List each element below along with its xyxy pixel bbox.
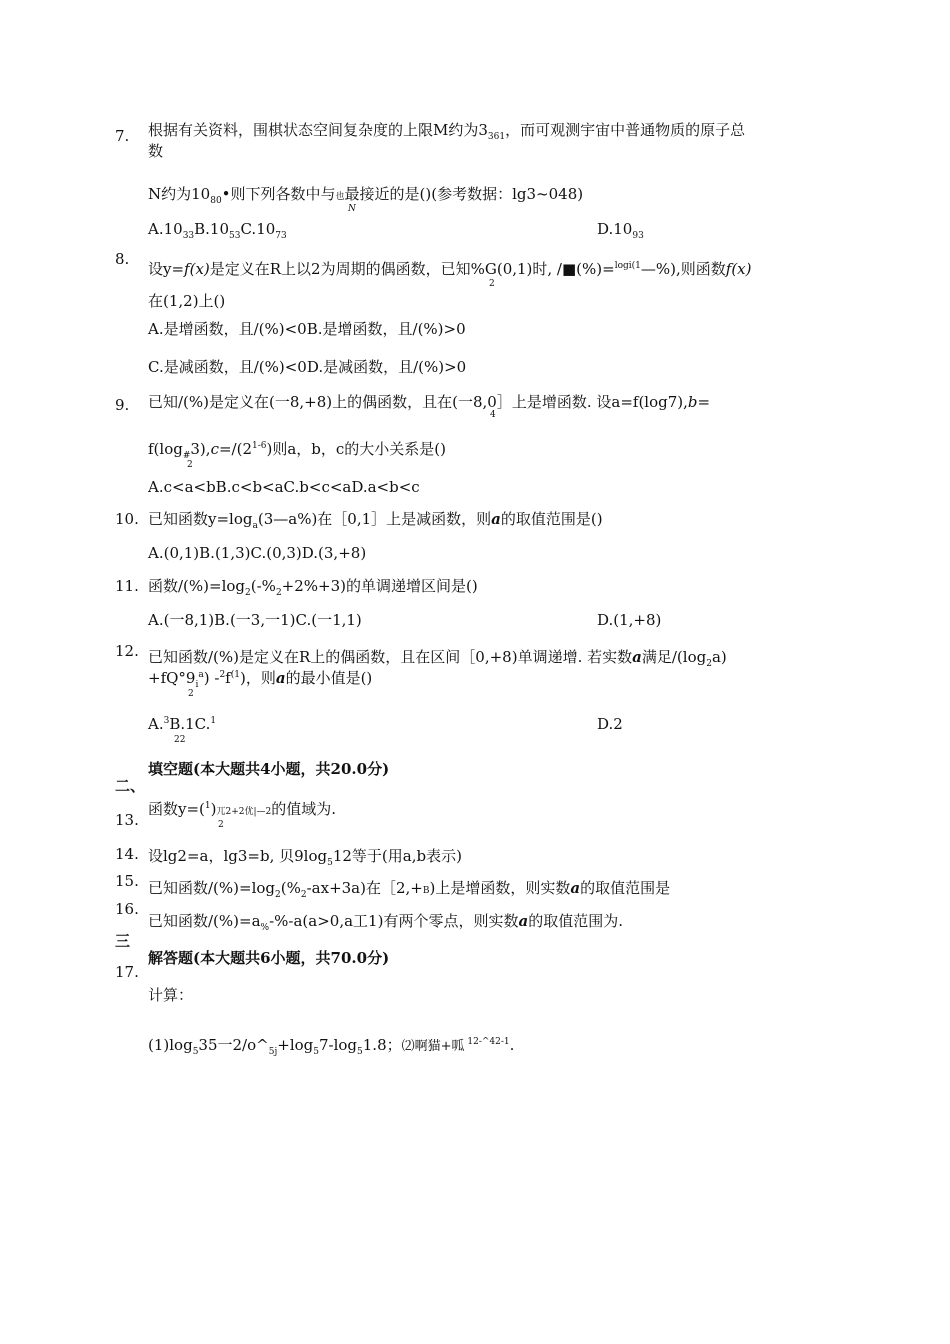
- q7-stem-text-a: 根据有关资料，围棋状态空间复杂度的上限M约为3: [148, 121, 488, 139]
- q15-stem-text-e: 的取值范围是: [580, 879, 671, 897]
- q17-intro: 计算：: [148, 986, 194, 1004]
- q15-infinity: B: [422, 886, 430, 896]
- q11-options-abc: A.(一8,1)B.(一3,一1)C.(一1,1): [148, 611, 362, 629]
- q16-exponent: %: [260, 923, 270, 933]
- q13-stem-text-b: ): [210, 800, 217, 818]
- q17-text-g: .: [509, 1036, 515, 1054]
- q16-stem: [148, 912, 623, 934]
- q11-stem-text-b: (-%: [250, 577, 276, 595]
- section-3-title: 解答题(本大题共6小题，共70.0分): [148, 949, 390, 967]
- q9-stem-line1: [148, 393, 710, 411]
- q12-stem-text-h: 的最小值是(): [285, 669, 373, 687]
- q7-number: 7.: [115, 127, 130, 145]
- q11-stem-text-a: 函数/(%)=log: [148, 577, 246, 595]
- q9-log-base: #: [182, 451, 191, 461]
- q12-sup-2: 2: [219, 670, 226, 680]
- q9-var-c: c: [210, 440, 219, 458]
- q12-stem-text-g: )，则: [239, 669, 276, 687]
- q8-stem-line2: 在(1,2)上(): [148, 292, 226, 310]
- q7-stem-text-b: ，而可观测宇宙中普通物质的原子总: [505, 121, 746, 139]
- q7-exponent-80: 80: [210, 196, 222, 206]
- q11-option-d: D.(1,+8): [597, 611, 662, 629]
- q17-log-base-3: 5: [357, 1047, 363, 1057]
- q11-number: 11.: [115, 577, 139, 595]
- q17-text-a: (1)log: [148, 1036, 193, 1054]
- q9-stem-text-d: f(log: [148, 440, 183, 458]
- q15-stem-text-d: )上是增函数，则实数: [429, 879, 571, 897]
- q8-number: 8.: [115, 250, 130, 268]
- q9-stem-text-a: 已知/(%)是定义在(一8,+8)上的偶函数，且在(一8,0］上是增函数. 设a=f(log7),: [148, 393, 688, 411]
- q9-subscript-4: 4: [490, 410, 496, 420]
- q7-stem-text-d: •则下列各数中与: [221, 185, 336, 203]
- q17-text-c: +log: [277, 1036, 314, 1054]
- section-3-number: 三: [115, 932, 131, 950]
- q14-number: 14.: [115, 845, 139, 863]
- q12-stem-text-d: +fQ°9: [148, 669, 196, 687]
- q12-number: 12.: [115, 642, 139, 660]
- q8-stem-line1: [148, 260, 751, 278]
- q7-option-c: C.10: [240, 220, 276, 238]
- q17-exponent: 12-^42-1: [464, 1037, 510, 1047]
- q12-stem-text-b: 满足/(log: [641, 648, 707, 666]
- q7-option-a-exp: 33: [182, 231, 195, 241]
- q7-stem-text-e: 最接近的是()(参考数据：lg3~048): [344, 185, 584, 203]
- q7-fraction-numerator: 也: [335, 192, 345, 202]
- q12-subscript-2: 2: [188, 689, 194, 699]
- q12-var-a-2: a: [275, 669, 286, 687]
- q16-number: 16.: [115, 900, 139, 918]
- q16-stem-text-c: 的取值范围为.: [528, 912, 623, 930]
- q8-options-cd: C.是减函数，且/(%)<0D.是减函数，且/(%)>0: [148, 358, 467, 376]
- q8-function-fx-2: f(x): [725, 260, 752, 278]
- q13-sup-1: 1: [204, 801, 211, 811]
- q16-stem-text-a: 已知函数/(%)=a: [148, 912, 261, 930]
- q12-option-c-numerator: 1: [210, 716, 217, 726]
- q12-option-a-numerator: 3: [163, 716, 170, 726]
- q12-var-a: a: [632, 648, 642, 666]
- q12-stem-text-c: a): [711, 648, 727, 666]
- q10-stem: [148, 510, 603, 532]
- q7-option-d: D.10: [597, 220, 633, 238]
- q14-stem-text-b: 12等于(用a,b表示): [332, 847, 462, 865]
- q9-exponent: 1-6: [252, 441, 267, 451]
- q16-stem-text-b: -%-a(a>0,a工1)有两个零点，则实数: [269, 912, 519, 930]
- q17-text-f: ⑵啊猫+呱: [401, 1039, 465, 1054]
- q13-stem-text-c: 的值域为.: [271, 800, 337, 818]
- q17-text-e: 1.8；: [362, 1036, 402, 1054]
- q14-log-base: 5: [327, 858, 333, 868]
- q17-log-base-1: 5: [192, 1047, 199, 1057]
- q9-subscript-2: 2: [187, 460, 193, 470]
- q12-options-abc: [148, 715, 216, 733]
- q17-log-base-2: 5: [313, 1047, 319, 1057]
- q15-stem-text-c: -ax+3a)在［2,+: [306, 879, 423, 897]
- q10-stem-text-c: 的取值范围是(): [500, 510, 603, 528]
- q8-log-sup: logi(1: [614, 261, 641, 271]
- q17-expression: [148, 1036, 514, 1058]
- q7-option-d-line: [597, 220, 644, 242]
- q7-option-c-exp: 73: [275, 231, 287, 241]
- q13-exponent: 兀2+2优|—2: [216, 807, 272, 817]
- q7-option-a: A.10: [148, 220, 183, 238]
- q8-stem-text-a: 设y=: [148, 260, 185, 278]
- q9-number: 9.: [115, 396, 130, 414]
- q10-number: 10.: [115, 510, 139, 528]
- q7-exponent-361: 361: [487, 132, 506, 142]
- q17-text-b: 35一2/o^: [198, 1036, 269, 1054]
- q12-stem-text-f: f: [225, 669, 231, 687]
- q10-var-a: a: [491, 510, 501, 528]
- q15-stem: [148, 879, 670, 901]
- q17-text-d: 7-log: [318, 1036, 358, 1054]
- q11-log-base: 2: [245, 588, 251, 598]
- q7-stem-line2: 数: [148, 142, 164, 160]
- q10-options: A.(0,1)B.(1,3)C.(0,3)D.(3,+8): [148, 544, 367, 562]
- q12-option-d: D.2: [597, 715, 623, 733]
- q17-number: 17.: [115, 963, 139, 981]
- q7-option-d-exp: 93: [632, 231, 644, 241]
- q10-stem-text-a: 已知函数y=log: [148, 510, 253, 528]
- q12-option-bc: B.1C.: [169, 715, 211, 733]
- q13-subscript-2: 2: [218, 820, 224, 830]
- q13-stem-text-a: 函数y=(: [148, 800, 205, 818]
- q7-options-abc: [148, 220, 287, 242]
- q9-stem-text-e: 3),: [190, 440, 211, 458]
- q13-number: 13.: [115, 811, 139, 829]
- q8-function-fx: f(x): [184, 260, 210, 278]
- q12-log-sub: i: [195, 680, 199, 690]
- q15-var-a: a: [570, 879, 581, 897]
- q12-option-a: A.: [148, 715, 164, 733]
- q7-option-b-exp: 53: [229, 231, 241, 241]
- q17-sub-5j: 5j: [268, 1047, 278, 1057]
- q10-log-base: a: [252, 521, 258, 531]
- q14-stem-text-a: 设lg2=a，lg3=b, 贝9log: [148, 847, 328, 865]
- section-2-number: 二、: [115, 777, 146, 795]
- q9-var-b: b: [687, 393, 698, 411]
- q9-stem-text-f: =/(2: [218, 440, 252, 458]
- q12-sup-a: a: [198, 670, 204, 680]
- q9-stem-text-c: =: [697, 393, 711, 411]
- q12-stem-text-a: 已知函数/(%)是定义在R上的偶函数，且在区间［0,+8)单调递增. 若实数: [148, 648, 633, 666]
- q8-subscript-2: 2: [489, 279, 495, 289]
- q11-stem: [148, 577, 478, 599]
- q12-option-denominators: 22: [174, 735, 186, 745]
- q12-stem-text-e: ) -: [203, 669, 220, 687]
- q12-stem-line1: [148, 648, 727, 670]
- q8-stem-text-c: —%),则函数: [640, 260, 726, 278]
- q7-option-b: B.10: [194, 220, 230, 238]
- q15-number: 15.: [115, 872, 139, 890]
- q11-stem-text-c: +2%+3)的单调递增区间是(): [281, 577, 478, 595]
- q7-fraction-denominator: N: [348, 204, 356, 214]
- q9-stem-text-g: )则a，b，c的大小关系是(): [266, 440, 447, 458]
- q7-stem-line3: [148, 185, 583, 207]
- q9-options: A.c<a<bB.c<b<aC.b<c<aD.a<b<c: [148, 478, 420, 496]
- q15-power: 2: [300, 890, 307, 900]
- q12-stem-line2: [148, 669, 372, 691]
- q12-log-base: 2: [706, 659, 712, 669]
- section-2-title: 填空题(本大题共4小题，共20.0分): [148, 760, 390, 778]
- q15-stem-text-a: 已知函数/(%)=log: [148, 879, 276, 897]
- q10-stem-text-b: (3—a%)在［0,1］上是减函数，则: [257, 510, 492, 528]
- q15-log-base: 2: [275, 890, 281, 900]
- q14-stem: [148, 847, 462, 869]
- q12-sup-1: (1: [230, 670, 240, 680]
- q9-stem-line2: [148, 440, 446, 462]
- q16-var-a: a: [518, 912, 529, 930]
- q13-stem: [148, 800, 336, 818]
- q15-stem-text-b: (%: [280, 879, 301, 897]
- q7-stem-text-c: N约为10: [148, 185, 211, 203]
- q8-options-ab: A.是增函数，且/(%)<0B.是增函数，且/(%)>0: [148, 320, 466, 338]
- q8-stem-text-b: 是定义在R上以2为周期的偶函数，已知%G(0,1)时, /■(%)=: [209, 260, 615, 278]
- q7-stem-line1: [148, 121, 745, 143]
- q11-power: 2: [275, 588, 282, 598]
